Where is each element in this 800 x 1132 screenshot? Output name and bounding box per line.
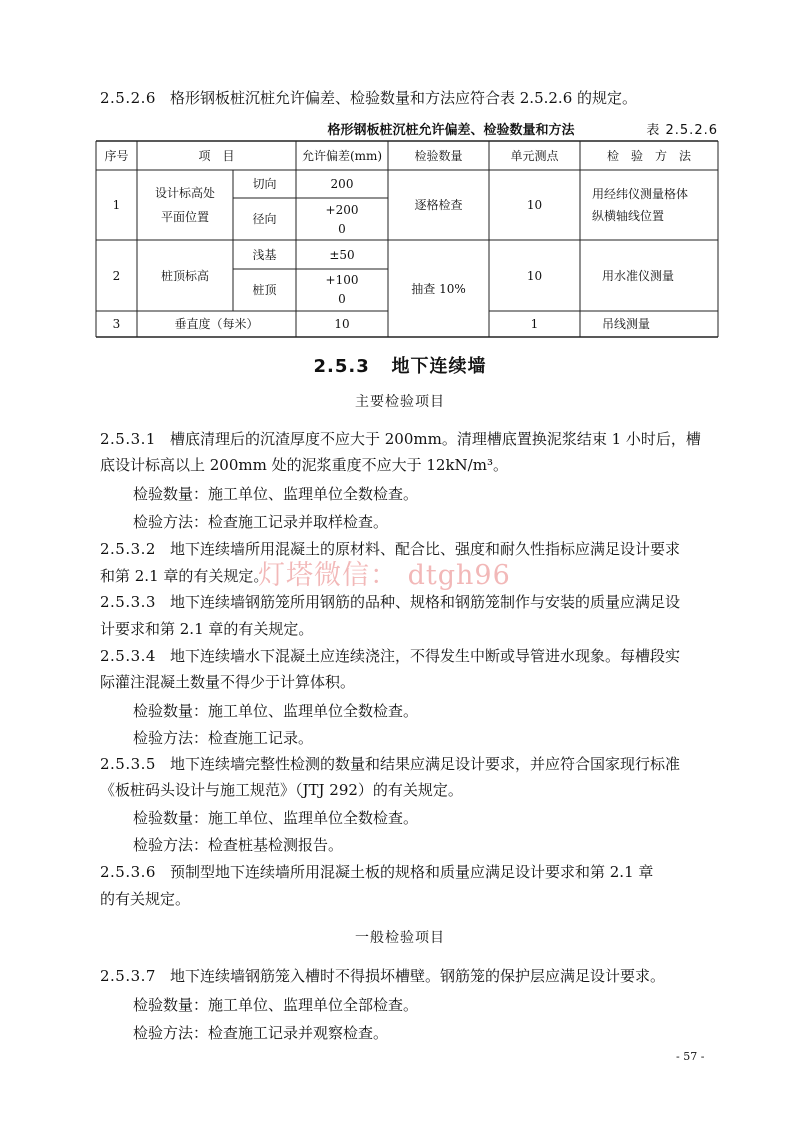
- row2-sub-b: 桩顶: [252, 283, 277, 297]
- clause-number: 2.5.3.4: [100, 647, 156, 665]
- clause-number: 2.5.3.1: [100, 430, 156, 448]
- row1-count: 逐格检查: [414, 198, 463, 212]
- clause-text: 地下连续墙水下混凝土应连续浇注，不得发生中断或导管进水现象。每槽段实: [169, 647, 680, 665]
- clause-text: 地下连续墙所用混凝土的原材料、配合比、强度和耐久性指标应满足设计要求: [169, 540, 680, 558]
- row2-val-b2: 0: [338, 292, 346, 306]
- clause-number: 2.5.3.3: [100, 593, 156, 611]
- row2-count: 抽查 10%: [411, 281, 466, 296]
- inspection-method: 检验方法：检查施工记录。: [133, 729, 314, 747]
- row2-seq: 2: [112, 268, 121, 283]
- clause-text: 槽底清理后的沉渣厚度不应大于 200mm。清理槽底置换泥浆结束 1 小时后，槽: [169, 430, 701, 448]
- clause-number: 2.5.2.6: [100, 89, 156, 107]
- row2-points: 10: [526, 268, 543, 283]
- row2-val-b: +100: [325, 273, 359, 287]
- inspection-quantity: 检验数量：施工单位、监理单位全数检查。: [133, 702, 419, 720]
- clause-2-5-3-4: [100, 646, 680, 666]
- clause-2-5-3-6-cont: 的有关规定。: [100, 890, 191, 908]
- row1-val-b2: 0: [338, 222, 346, 236]
- general-items-heading: 一般检验项目: [355, 930, 445, 946]
- row3-seq: 3: [112, 317, 121, 331]
- clause-2-5-3-6: [100, 862, 653, 882]
- clause-2-5-3-4-cont: 际灌注混凝土数量不得少于计算体积。: [100, 673, 356, 691]
- section-heading: [0, 352, 800, 378]
- header-points: 单元测点: [510, 148, 559, 163]
- clause-2-5-3-5: [100, 754, 680, 774]
- inspection-quantity: 检验数量：施工单位、监理单位全数检查。: [133, 485, 419, 503]
- row1-item-line2: 平面位置: [160, 210, 209, 224]
- clause-2-5-3-3-cont: 计要求和第 2.1 章的有关规定。: [100, 620, 314, 638]
- inspection-quantity: 检验数量：施工单位、监理单位全数检查。: [133, 809, 419, 827]
- clause-2-5-3-1-cont: 底设计标高以上 200mm 处的泥浆重度不应大于 12kN/m³。: [100, 456, 508, 474]
- row1-seq: 1: [112, 198, 121, 212]
- clause-number: 2.5.3.7: [100, 967, 156, 985]
- row1-item-line1: 设计标高处: [154, 186, 215, 200]
- clause-2-5-3-3: [100, 592, 680, 612]
- row3-val: 10: [334, 317, 350, 331]
- row3-item: 垂直度（每米）: [174, 317, 259, 331]
- inspection-method: 检验方法：检查桩基检测报告。: [133, 836, 344, 854]
- header-tolerance: 允许偏差(mm): [301, 148, 383, 163]
- clause-2-5-3-7: [100, 966, 665, 986]
- row3-points: 1: [530, 317, 539, 331]
- clause-text: 地下连续墙钢筋笼所用钢筋的品种、规格和钢筋笼制作与安装的质量应满足设: [169, 593, 680, 611]
- header-method: 检 验 方 法: [606, 148, 691, 163]
- header-seq: 序号: [104, 148, 129, 163]
- header-quantity: 检验数量: [414, 148, 463, 163]
- inspection-method: 检验方法：检查施工记录并取样检查。: [133, 513, 389, 531]
- clause-number: 2.5.3.6: [100, 863, 156, 881]
- row2-sub-a: 浅基: [252, 247, 277, 262]
- row3-method: 吊线测量: [602, 317, 651, 331]
- row2-val-a: ±50: [329, 247, 355, 262]
- clause-number: 2.5.3.5: [100, 755, 156, 773]
- row2-item: 桩顶标高: [160, 268, 209, 283]
- clause-text: 格形钢板桩沉桩允许偏差、检验数量和方法应符合表 2.5.2.6 的规定。: [169, 89, 638, 107]
- row1-val-a: 200: [330, 177, 354, 191]
- row1-method-line1: 用经纬仪测量格体: [592, 187, 689, 201]
- page-number: - 57 -: [676, 1050, 705, 1063]
- clause-text: 地下连续墙完整性检测的数量和结果应满足设计要求，并应符合国家现行标准: [169, 755, 680, 773]
- row1-points: 10: [526, 198, 543, 212]
- section-number: 2.5.3: [313, 356, 370, 377]
- inspection-method: 检验方法：检查施工记录并观察检查。: [133, 1024, 389, 1042]
- row1-sub-a: 切向: [252, 177, 277, 191]
- clause-text: 地下连续墙钢筋笼入槽时不得损坏槽壁。钢筋笼的保护层应满足设计要求。: [169, 967, 665, 985]
- row1-sub-b: 径向: [252, 212, 277, 226]
- section-title: 地下连续墙: [391, 356, 487, 377]
- row1-method-line2: 纵横轴线位置: [592, 209, 665, 223]
- clause-2-5-3-1: [100, 429, 701, 449]
- clause-2-5-3-2-cont: 和第 2.1 章的有关规定。: [100, 567, 269, 585]
- clause-text: 预制型地下连续墙所用混凝土板的规格和质量应满足设计要求和第 2.1 章: [169, 863, 654, 881]
- table-title: 格形钢板桩沉桩允许偏差、检验数量和方法: [327, 123, 575, 138]
- clause-number: 2.5.3.2: [100, 540, 156, 558]
- row1-val-b: +200: [325, 203, 359, 217]
- watermark: 灯塔微信： dtgh96: [258, 560, 511, 591]
- table-number: 表 2.5.2.6: [646, 123, 718, 138]
- clause-2-5-3-5-cont: 《板桩码头设计与施工规范》（JTJ 292）的有关规定。: [100, 781, 463, 799]
- header-item: 项 目: [198, 148, 235, 163]
- row2-method: 用水准仪测量: [602, 269, 675, 283]
- inspection-quantity: 检验数量：施工单位、监理单位全部检查。: [133, 996, 419, 1014]
- main-items-heading: 主要检验项目: [355, 394, 445, 410]
